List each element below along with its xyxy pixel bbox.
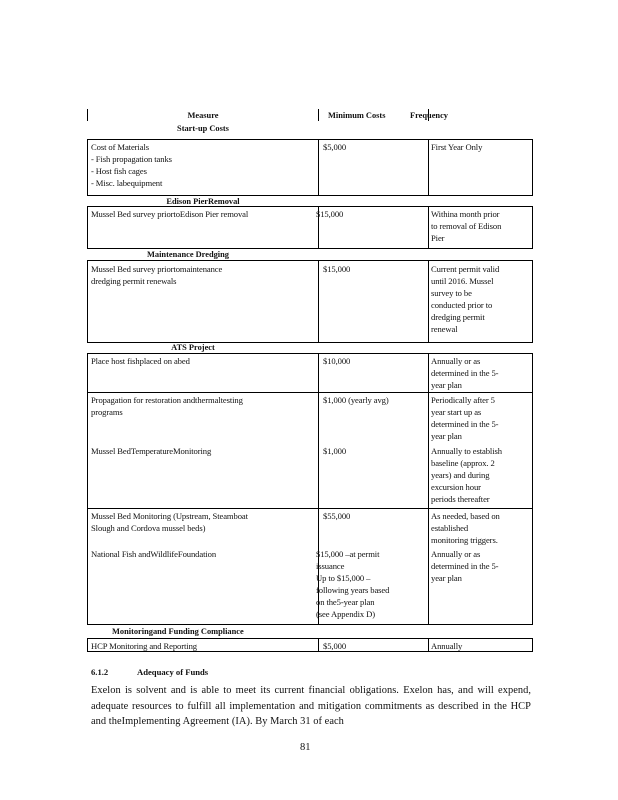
section-title-monitoring: Monitoringand Funding Compliance [112,627,244,636]
table-cell-cost: $1,000 (yearly avg) [323,395,389,405]
body-paragraph: Exelon is solvent and is able to meet its current financial obligations. Exelon has, and will expend, adequate resources to fulfill all implementation and mitigation commitments as described in the HCP and theImplementing Agreement (IA). By March 31 of each [91,685,531,727]
header-costs: Minimum Costs [328,111,386,120]
table-cell-measure: Place host fishplaced on abed [91,356,190,366]
table-cell-frequency: Annually or as determined in the 5- year plan [431,356,499,390]
section-heading: Adequacy of Funds [137,667,209,677]
table-cell-cost: $1,000 [323,446,347,456]
page-number: 81 [300,742,311,753]
table-cell-cost: $15,000 [323,264,351,274]
table-cell-measure: Mussel Bed survey priortomaintenance dredging permit renewals [91,264,223,286]
table-cell-measure: Mussel Bed survey priortoEdison Pier removal [91,209,249,219]
table-cell-measure: HCP Monitoring and Reporting [91,641,197,651]
table-cell-cost: $55,000 [323,511,351,521]
section-number: 6.1.2 [91,667,109,677]
table-cell-frequency: As needed, based on established monitoring triggers. [431,511,500,545]
table-cell-measure: Cost of Materials - Fish propagation tanks - Host fish cages - Misc. labequipment [91,142,172,188]
table-cell-cost: $10,000 [323,356,351,366]
section-title-startup: Start-up Costs [177,124,229,133]
table-cell-frequency: Withina month prior to removal of Edison Pier [431,209,502,243]
table-cell-frequency: Current permit valid until 2016. Mussel survey to be conducted prior to dredging permit renewal [431,264,500,334]
table-cell-frequency: Annually to establish baseline (approx. 2 years) and during excursion hour periods thereafter [431,446,502,504]
section-title-edison: Edison PierRemoval [166,197,240,206]
table-cell-frequency: Periodically after 5 year start up as determined in the 5- year plan [431,395,499,441]
table-cell-frequency: Annually or as determined in the 5- year plan [431,549,499,583]
header-measure: Measure [187,111,219,120]
header-frequency: Frequency [410,111,448,120]
table-cell-frequency: Annually [431,641,463,651]
table-cell-measure: Propagation for restoration andthermaltesting programs [91,395,243,417]
section-title-maintenance: Maintenance Dredging [147,250,229,259]
table-cell-measure: Mussel Bed Monitoring (Upstream, Steamboat Slough and Cordova mussel beds) [91,511,248,533]
table-cell-cost: $15,000 –at permit issuance Up to $15,000 – following years based on the5-year plan (see Appendix D) [316,549,390,619]
table-cell-measure: Mussel BedTemperatureMonitoring [91,446,212,456]
header-mid-tick [318,109,319,121]
table-cell-frequency: First Year Only [431,142,483,152]
section-title-ats: ATS Project [171,343,215,352]
table-cell-measure: National Fish andWildlifeFoundation [91,549,217,559]
table-cell-cost: $5,000 [323,142,347,152]
table-cell-cost: $15,000 [316,209,344,219]
table-cell-cost: $5,000 [323,641,347,651]
